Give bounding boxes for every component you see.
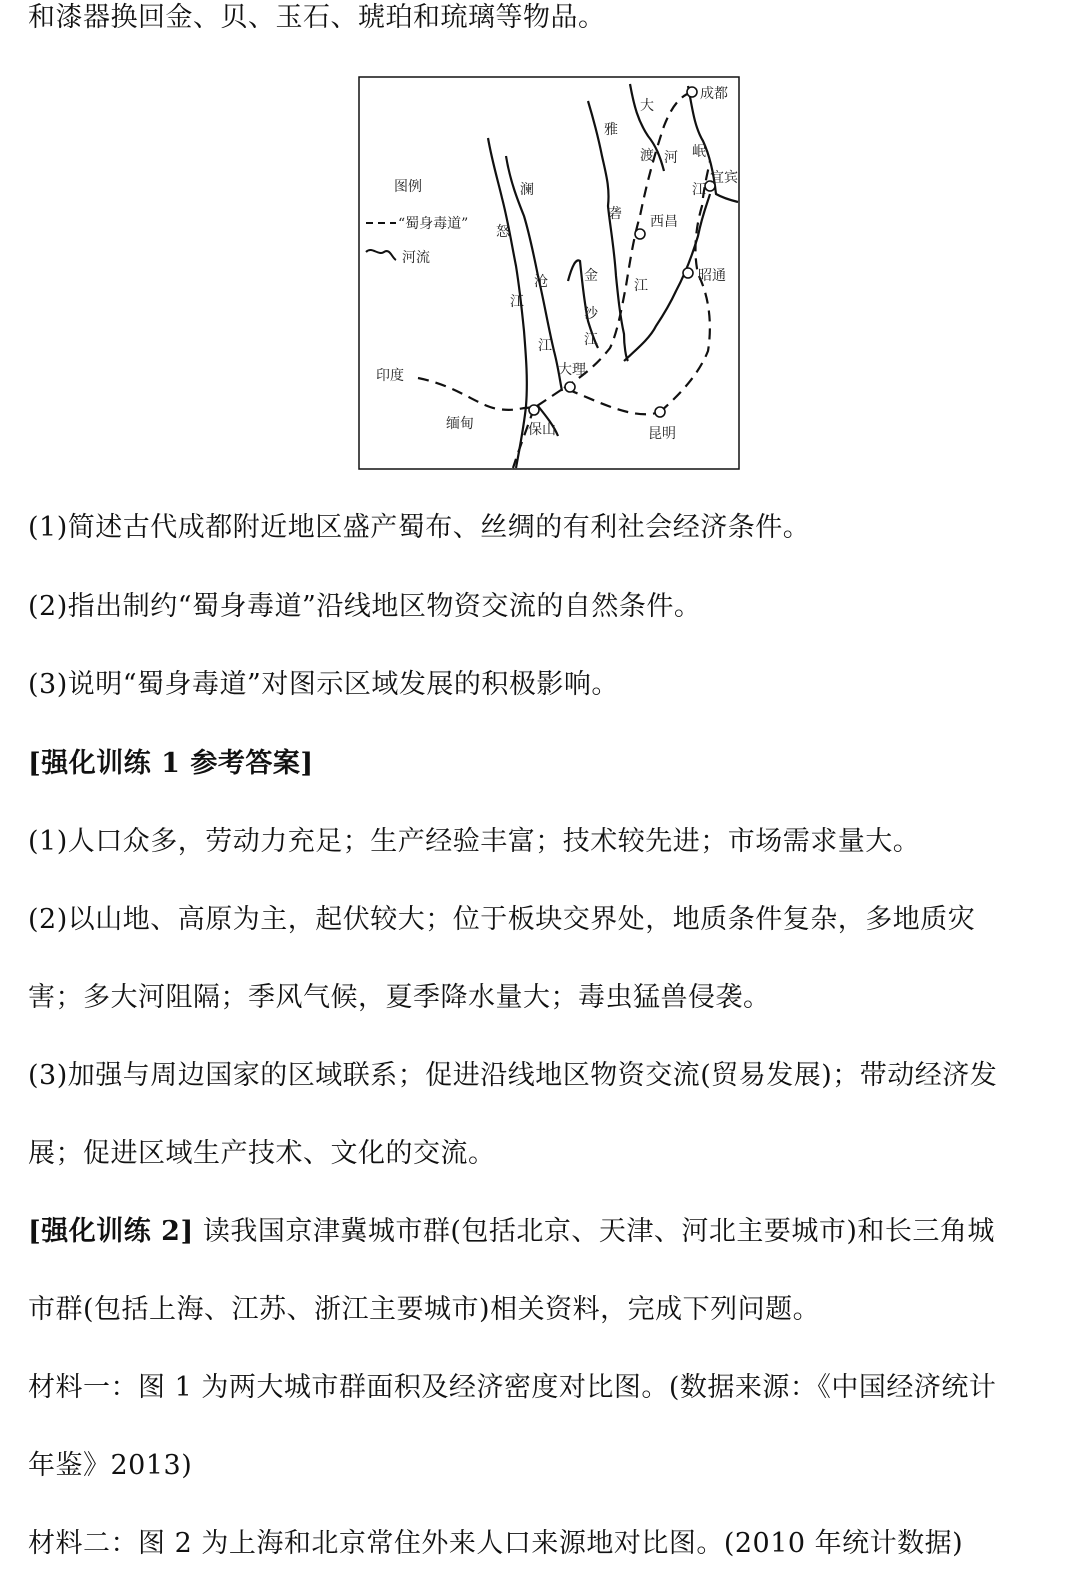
label-kunming: 昆明 (648, 426, 676, 442)
intro-line: 和漆器换回金、贝、玉石、琥珀和琉璃等物品。 (28, 2, 606, 33)
jinsha-river-char-3: 江 (584, 332, 598, 348)
map-frame (359, 77, 739, 469)
label-india: 印度 (376, 368, 404, 384)
answer-3-line-1: (3)加强与周边国家的区域联系；促进沿线地区物资交流(贸易发展)；带动经济发 (28, 1060, 998, 1091)
legend-road-label: “蜀身毒道” (398, 216, 469, 232)
label-zhaotong: 昭通 (698, 268, 726, 284)
dadu-river-char-2: 渡 (640, 148, 654, 164)
lancang-river-char-1: 澜 (520, 182, 534, 198)
material-1-line-2: 年鉴》2013) (28, 1450, 193, 1481)
answer-3-line-2: 展；促进区域生产技术、文化的交流。 (28, 1138, 496, 1169)
dadu-river-char-1: 大 (640, 98, 654, 114)
label-dali: 大理 (558, 362, 586, 378)
lancang-river-char-3: 江 (538, 338, 552, 354)
lancang-river-char-2: 沧 (534, 274, 548, 290)
answer-2-line-1: (2)以山地、高原为主，起伏较大；位于板块交界处，地质条件复杂，多地质灾 (28, 904, 976, 935)
question-2: (2)指出制约“蜀身毒道”沿线地区物资交流的自然条件。 (28, 591, 702, 622)
legend-river-label: 河流 (402, 250, 430, 266)
yalong-river-char-3: 江 (634, 278, 648, 294)
label-baoshan: 保山 (528, 422, 556, 438)
yalong-river-char-2: 砻 (608, 206, 622, 222)
material-2: 材料二：图 2 为上海和北京常住外来人口来源地对比图。(2010 年统计数据) (28, 1528, 964, 1559)
dadu-river-char-3: 河 (664, 150, 678, 166)
answer-heading: [强化训练 1 参考答案] (28, 748, 314, 779)
question-3: (3)说明“蜀身毒道”对图示区域发展的积极影响。 (28, 669, 619, 700)
training-2-line-1 (28, 1212, 995, 1252)
yalong-river-char-1: 雅 (604, 122, 618, 138)
legend-title: 图例 (394, 179, 422, 195)
training-2-text-1: 读我国京津冀城市群(包括北京、天津、河北主要城市)和长三角城 (202, 1216, 995, 1247)
label-myanmar: 缅甸 (446, 416, 474, 432)
chengdu-marker (687, 87, 697, 97)
min-river-char-1: 岷 (692, 144, 706, 160)
question-1: (1)简述古代成都附近地区盛产蜀布、丝绸的有利社会经济条件。 (28, 512, 811, 543)
zhaotong-marker (683, 268, 693, 278)
label-yibin: 宜宾 (710, 170, 738, 186)
min-river-char-2: 江 (692, 182, 706, 198)
kunming-marker (655, 407, 665, 417)
dali-marker (565, 382, 575, 392)
label-chengdu: 成都 (700, 86, 728, 102)
nu-river-char-1: 怒 (496, 224, 510, 240)
answer-2-line-2: 害；多大河阻隔；季风气候，夏季降水量大；毒虫猛兽侵袭。 (28, 982, 771, 1013)
shu-shendu-road-map (358, 76, 740, 470)
xichang-marker (635, 229, 645, 239)
baoshan-marker (529, 405, 539, 415)
label-xichang: 西昌 (650, 214, 678, 230)
answer-1: (1)人口众多，劳动力充足；生产经验丰富；技术较先进；市场需求量大。 (28, 826, 921, 857)
jinsha-river-char-1: 金 (584, 268, 598, 284)
training-2-line-2: 市群(包括上海、江苏、浙江主要城市)相关资料，完成下列问题。 (28, 1294, 821, 1325)
jinsha-river-char-2: 沙 (584, 306, 598, 322)
training-2-label: [强化训练 2] (28, 1216, 194, 1247)
material-1-line-1: 材料一：图 1 为两大城市群面积及经济密度对比图。(数据来源：《中国经济统计 (28, 1372, 997, 1403)
nu-river-char-2: 江 (510, 294, 524, 310)
